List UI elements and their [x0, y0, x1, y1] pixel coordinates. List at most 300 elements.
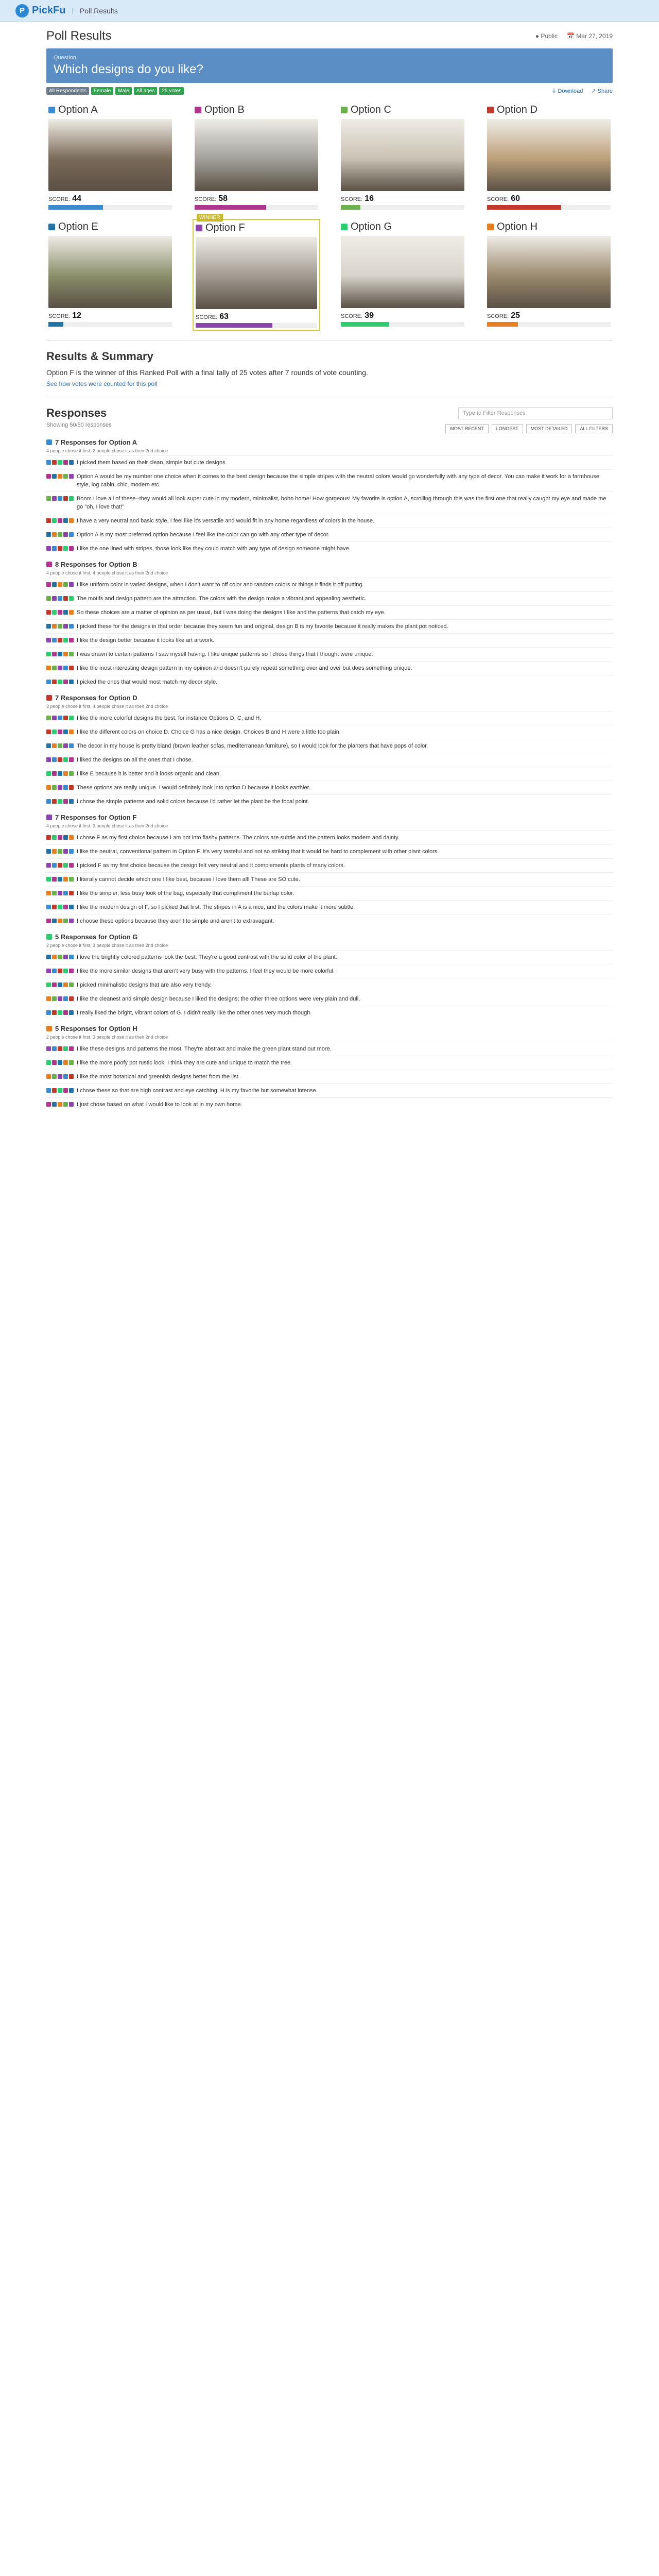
score-bar-fill	[196, 323, 272, 328]
rank-chip	[69, 546, 74, 551]
rank-chips	[46, 714, 74, 722]
rank-chip	[63, 610, 68, 615]
rank-chip	[52, 638, 57, 642]
group-title-text: 7 Responses for Option F	[55, 814, 137, 821]
filter-input[interactable]: Type to Filter Responses	[458, 407, 613, 419]
rank-chip	[58, 757, 62, 762]
response-item	[46, 492, 613, 514]
rank-chip	[52, 596, 57, 601]
option-name	[341, 104, 464, 116]
rank-chip	[52, 969, 57, 973]
response-item	[46, 858, 613, 872]
response-item	[46, 900, 613, 914]
score-row	[487, 311, 611, 320]
response-item	[46, 455, 613, 469]
rank-chip	[69, 1102, 74, 1107]
rank-chip	[46, 905, 51, 909]
response-item	[46, 794, 613, 808]
rank-chip	[58, 546, 62, 551]
filter-tag[interactable]: Female	[91, 87, 113, 95]
group-title-text: 7 Responses for Option D	[55, 694, 137, 702]
option-swatch	[341, 107, 348, 113]
rank-chip	[58, 730, 62, 734]
score-value: 16	[365, 194, 374, 203]
rank-chip	[63, 919, 68, 923]
score-label: SCORE: 39	[341, 311, 374, 320]
rank-chip	[58, 919, 62, 923]
response-text: The motifs and design pattern are the attraction. The colors with the design make a vibrant and appealing aesthetic.	[77, 596, 367, 602]
response-text: So these choices are a matter of opinion as per usual, but I was doing the designs I like and the patterns that catch my eye.	[77, 609, 386, 616]
rank-chips	[46, 917, 74, 925]
rank-chip	[58, 1010, 62, 1015]
response-group-title	[46, 438, 613, 446]
page-title: Poll Results	[46, 29, 112, 43]
rank-chip	[63, 771, 68, 776]
option-photo	[48, 236, 172, 308]
group-subtitle: 2 people chose it first, 3 people chose it as their 2nd choice	[46, 1035, 168, 1040]
summary-section	[46, 350, 613, 387]
rank-chip	[63, 496, 68, 501]
rank-chip	[63, 996, 68, 1001]
rank-chip	[63, 716, 68, 720]
rank-chips	[46, 875, 74, 884]
rank-chip	[46, 982, 51, 987]
response-text: I just chose based on what I would like to look at in my own home.	[77, 1101, 242, 1108]
response-text: I picked F as my first choice because the design felt very neutral and it complements plants of many colors.	[77, 862, 345, 869]
rank-chip	[63, 1102, 68, 1107]
response-text: I chose these so that are high contrast and eye catching. H is my favorite but somewhat intense.	[77, 1088, 318, 1094]
rank-chip	[58, 680, 62, 684]
response-item	[46, 950, 613, 964]
date-label: 📅 Mar 27, 2019	[567, 32, 613, 40]
rank-chip	[46, 1074, 51, 1079]
response-item	[46, 781, 613, 794]
score-label: SCORE: 58	[195, 194, 228, 203]
option-card[interactable]	[46, 219, 174, 331]
response-text: Option A is my most preferred option because I feel like the color can go with any other type of decor.	[77, 532, 330, 538]
option-name	[48, 104, 172, 116]
rank-chip	[52, 610, 57, 615]
rank-chip	[63, 474, 68, 479]
rank-chip	[52, 1010, 57, 1015]
rank-chip	[52, 955, 57, 959]
rank-chip	[63, 863, 68, 868]
rank-chip	[69, 757, 74, 762]
response-text: I really liked the bright, vibrant colors of G. I didn't really like the other ones very much though.	[77, 1010, 312, 1016]
response-item	[46, 514, 613, 528]
rank-chip	[63, 596, 68, 601]
rank-chip	[58, 905, 62, 909]
response-item	[46, 1056, 613, 1070]
rank-chip	[63, 680, 68, 684]
filter-tag[interactable]: All ages	[134, 87, 158, 95]
response-item	[46, 675, 613, 689]
rank-chip	[63, 785, 68, 790]
rank-chip	[63, 652, 68, 656]
rank-chip	[69, 996, 74, 1001]
rank-chip	[52, 716, 57, 720]
score-label: SCORE: 63	[196, 312, 229, 321]
rank-chip	[46, 996, 51, 1001]
rank-chip	[58, 863, 62, 868]
rank-chip	[58, 955, 62, 959]
rank-chip	[58, 1074, 62, 1079]
rank-chips	[46, 848, 74, 856]
option-card[interactable]	[485, 219, 613, 331]
rank-chip	[58, 532, 62, 537]
rank-chip	[58, 771, 62, 776]
rank-chip	[52, 1102, 57, 1107]
group-swatch	[46, 934, 52, 940]
sort-button[interactable]: MOST DETAILED	[526, 424, 573, 433]
tag-list	[46, 87, 184, 95]
score-row	[487, 194, 611, 204]
rank-chip	[69, 771, 74, 776]
rank-chip	[69, 624, 74, 629]
rank-chip	[52, 743, 57, 748]
rank-chips	[46, 981, 74, 989]
response-group	[46, 561, 613, 689]
rank-chip	[46, 835, 51, 840]
rank-chip	[63, 799, 68, 804]
visibility-badge: ● Public	[535, 32, 558, 40]
rank-chips	[46, 608, 74, 617]
rank-chip	[52, 849, 57, 854]
group-title-text: 8 Responses for Option B	[55, 561, 137, 568]
rank-chip	[69, 1088, 74, 1093]
rank-chips	[46, 1073, 74, 1081]
rank-chip	[52, 757, 57, 762]
response-item	[46, 541, 613, 555]
rank-chip	[58, 638, 62, 642]
logo-icon: P	[15, 4, 29, 18]
rank-chip	[58, 582, 62, 587]
rank-chip	[52, 652, 57, 656]
option-photo	[487, 119, 611, 191]
rank-chip	[69, 638, 74, 642]
option-swatch	[341, 224, 348, 230]
score-value: 39	[365, 311, 374, 320]
response-item	[46, 647, 613, 661]
rank-chip	[69, 1010, 74, 1015]
rank-chip	[58, 1060, 62, 1065]
response-item	[46, 578, 613, 591]
option-swatch	[487, 224, 494, 230]
rank-chip	[52, 905, 57, 909]
rank-chip	[58, 799, 62, 804]
rank-chip	[69, 969, 74, 973]
share-button[interactable]: ↗ Share	[591, 88, 613, 94]
option-label: Option H	[497, 221, 537, 232]
rank-chip	[58, 877, 62, 882]
rank-chip	[63, 638, 68, 642]
response-groups	[46, 438, 613, 1111]
summary-heading: Results & Summary	[46, 350, 153, 363]
response-text: I chose the simple patterns and solid colors because I'd rather let the plant be the focal point.	[77, 799, 309, 805]
rank-chip	[58, 1088, 62, 1093]
response-group-title	[46, 561, 613, 568]
rank-chip	[52, 1088, 57, 1093]
rank-chip	[52, 666, 57, 670]
rank-chips	[46, 967, 74, 975]
rank-chip	[69, 582, 74, 587]
rank-chips	[46, 798, 74, 806]
option-card[interactable]	[339, 102, 466, 212]
group-swatch	[46, 562, 52, 567]
option-name	[196, 222, 317, 234]
rank-chip	[58, 982, 62, 987]
pickfu-logo[interactable]	[15, 4, 66, 18]
showing-count: Showing 50/50 responses	[46, 422, 112, 428]
response-group-title	[46, 933, 613, 941]
rank-chip	[69, 532, 74, 537]
rank-chip	[58, 518, 62, 523]
response-text: I like the cleanest and simple design because I liked the designs; the other three options were very plain and dull.	[77, 996, 360, 1002]
option-swatch	[196, 225, 202, 231]
rank-chip	[69, 652, 74, 656]
option-card[interactable]	[339, 219, 466, 331]
option-card[interactable]	[193, 215, 320, 331]
response-text: I like the design better because it looks like art artwork.	[77, 637, 215, 643]
response-text: I liked the designs on all the ones that I chose.	[77, 757, 193, 763]
response-item	[46, 1083, 613, 1097]
score-value: 25	[511, 311, 520, 320]
rank-chip	[46, 743, 51, 748]
rank-chip	[46, 730, 51, 734]
score-bar	[195, 205, 318, 210]
rank-chip	[52, 877, 57, 882]
response-text: I like the more poofy pot rustic look, I think they are cute and unique to match the tree.	[77, 1060, 292, 1066]
rank-chip	[63, 666, 68, 670]
sort-button[interactable]: ALL FILTERS	[575, 424, 613, 433]
response-item	[46, 753, 613, 767]
rank-chip	[58, 716, 62, 720]
rank-chip	[46, 799, 51, 804]
response-item	[46, 605, 613, 619]
rank-chip	[52, 582, 57, 587]
rank-chip	[46, 582, 51, 587]
group-title-text: 5 Responses for Option H	[55, 1025, 137, 1032]
option-label: Option E	[58, 221, 98, 232]
response-item	[46, 711, 613, 725]
rank-chips	[46, 903, 74, 911]
rank-chip	[58, 474, 62, 479]
score-value: 44	[72, 194, 81, 203]
rank-chip	[69, 474, 74, 479]
score-bar-fill	[48, 205, 103, 210]
rank-chip	[63, 835, 68, 840]
response-item	[46, 1042, 613, 1056]
response-text: I like the simpler, less busy look of the bag, especially that compliment the burlap color.	[77, 890, 294, 896]
response-item	[46, 619, 613, 633]
rank-chip	[46, 624, 51, 629]
rank-chip	[46, 680, 51, 684]
group-subtitle: 4 people chose it first, 2 people chose it as their 2nd choice	[46, 448, 168, 453]
rank-chip	[63, 891, 68, 895]
rank-chips	[46, 622, 74, 631]
rank-chip	[46, 546, 51, 551]
rank-chip	[46, 785, 51, 790]
rank-chips	[46, 728, 74, 736]
response-text: I like the most interesting design pattern in my opinion and doesn't purely repeat something over and over but does something unique.	[77, 665, 412, 671]
option-photo	[341, 236, 464, 308]
response-text: These options are really unique. I would definitely look into option D because it looks earthier.	[77, 785, 310, 791]
score-bar	[48, 322, 172, 327]
rank-chip	[52, 460, 57, 465]
response-text: The decor in my house is pretty bland (brown leather sofas, mediterranean furniture), so I would look for the planters that have pops of color.	[77, 743, 428, 749]
question-banner	[46, 48, 613, 83]
rank-chip	[46, 1046, 51, 1051]
option-swatch	[48, 224, 55, 230]
rank-chip	[46, 474, 51, 479]
rank-chips	[46, 756, 74, 764]
option-card[interactable]	[485, 102, 613, 212]
rank-chip	[52, 1074, 57, 1079]
summary-text: Option F is the winner of this Ranked Poll with a final tally of 25 votes after 7 rounds of vote counting.	[46, 368, 368, 377]
score-bar	[341, 205, 464, 210]
score-bar	[341, 322, 464, 327]
group-subtitle: 3 people chose it first, 4 people chose it as their 2nd choice	[46, 704, 168, 709]
rank-chip	[58, 496, 62, 501]
response-text: I picked them based on their clean, simple but cute designs	[77, 460, 226, 466]
rank-chip	[63, 877, 68, 882]
response-item	[46, 844, 613, 858]
rank-chip	[63, 1074, 68, 1079]
score-row	[196, 312, 317, 321]
score-label: SCORE: 60	[487, 194, 520, 203]
rank-chip	[63, 518, 68, 523]
option-swatch	[195, 107, 201, 113]
score-bar-fill	[341, 322, 389, 327]
rank-chip	[69, 891, 74, 895]
option-swatch	[487, 107, 494, 113]
response-text: I like the modern design of F, so I picked that first. The stripes in A is a nice, and the colors make it more subtle.	[77, 904, 355, 910]
question-label: Question	[54, 55, 77, 61]
score-row	[48, 311, 172, 320]
rank-chip	[46, 496, 51, 501]
response-text: I picked these for the designs in that order because they seem fun and original, design B is my favorite because it really makes the plant pot noticed.	[77, 623, 448, 630]
response-group-title	[46, 814, 613, 821]
response-item	[46, 591, 613, 605]
rank-chip	[69, 877, 74, 882]
option-card[interactable]	[46, 102, 174, 212]
response-item	[46, 661, 613, 675]
sort-buttons	[46, 424, 613, 433]
option-photo	[196, 237, 317, 309]
response-item	[46, 831, 613, 844]
response-text: I love the brightly colored patterns look the best. They're a good contrast with the solid color of the plant.	[77, 954, 337, 960]
rank-chip	[58, 596, 62, 601]
rank-chip	[63, 969, 68, 973]
option-name	[487, 221, 611, 233]
rank-chip	[69, 835, 74, 840]
response-item	[46, 1070, 613, 1083]
section-title: Poll Results	[79, 6, 118, 15]
rank-chip	[69, 743, 74, 748]
rank-chips	[46, 581, 74, 589]
option-label: Option G	[351, 221, 392, 232]
response-group	[46, 933, 613, 1020]
rank-chip	[46, 1060, 51, 1065]
main-content	[0, 29, 659, 2576]
group-subtitle: 2 people chose it first, 3 people chose it as their 2nd choice	[46, 943, 168, 948]
response-item	[46, 964, 613, 978]
filter-tag[interactable]: 25 votes	[159, 87, 184, 95]
response-text: I like uniform color in varied designs, when I don't want to off color and random colors or things it finds it off putting.	[77, 582, 364, 588]
rank-chip	[63, 743, 68, 748]
rank-chip	[58, 652, 62, 656]
score-bar	[487, 322, 611, 327]
option-label: Option A	[58, 104, 98, 115]
rank-chip	[69, 982, 74, 987]
rank-chip	[63, 982, 68, 987]
score-row	[341, 311, 464, 320]
score-label: SCORE: 16	[341, 194, 374, 203]
response-group	[46, 438, 613, 555]
response-text: I like the more similar designs that aren't very busy with the patterns. I feel they would be more colorful.	[77, 968, 335, 974]
rank-chip	[63, 1060, 68, 1065]
option-label: Option D	[497, 104, 537, 115]
rank-chip	[69, 1060, 74, 1065]
rank-chip	[46, 518, 51, 523]
vote-count-link[interactable]: See how votes were counted for this poll	[46, 380, 158, 387]
sort-button[interactable]: MOST RECENT	[445, 424, 488, 433]
question-text: Which designs do you like?	[54, 62, 203, 76]
rank-chip	[69, 596, 74, 601]
rank-chip	[69, 919, 74, 923]
response-text: I was drawn to certain patterns I saw myself having. I like unique patterns so I chose things that I thought were unique.	[77, 651, 373, 657]
score-row	[195, 194, 318, 204]
rank-chip	[58, 460, 62, 465]
response-text: I chose F as my first choice because I am not into flashy patterns. The colors are subtle and the pattern looks modern and dainty.	[77, 835, 400, 841]
sort-button[interactable]: LONGEST	[492, 424, 523, 433]
rank-chip	[58, 1102, 62, 1107]
response-group	[46, 1025, 613, 1111]
score-label: SCORE: 12	[48, 311, 81, 320]
option-name	[48, 221, 172, 233]
response-text: I like the neutral, conventional pattern in Option F. It's very tasteful and not so striking that it would be hard to complement with other plant colors.	[77, 849, 439, 855]
rank-chip	[46, 955, 51, 959]
rank-chip	[52, 474, 57, 479]
response-item	[46, 725, 613, 739]
rank-chip	[52, 982, 57, 987]
rank-chip	[69, 496, 74, 501]
rank-chips	[46, 889, 74, 897]
response-item	[46, 886, 613, 900]
filter-tag[interactable]: All Respondents	[46, 87, 89, 95]
rank-chip	[69, 955, 74, 959]
rank-chip	[63, 1046, 68, 1051]
filter-tag[interactable]: Male	[115, 87, 132, 95]
rank-chip	[52, 891, 57, 895]
winner-badge: WINNER	[197, 214, 223, 222]
rank-chip	[52, 730, 57, 734]
rank-chip	[46, 460, 51, 465]
rank-chips	[46, 545, 74, 553]
option-card[interactable]	[193, 102, 320, 212]
app-name: PickFu	[32, 5, 66, 16]
rank-chips	[46, 1087, 74, 1095]
rank-chip	[46, 771, 51, 776]
rank-chip	[69, 849, 74, 854]
download-button[interactable]: ⇩ Download	[551, 88, 583, 94]
group-swatch	[46, 695, 52, 701]
rank-chip	[69, 863, 74, 868]
score-bar-fill	[48, 322, 63, 327]
rank-chips	[46, 861, 74, 870]
rank-chip	[46, 652, 51, 656]
group-swatch	[46, 815, 52, 820]
